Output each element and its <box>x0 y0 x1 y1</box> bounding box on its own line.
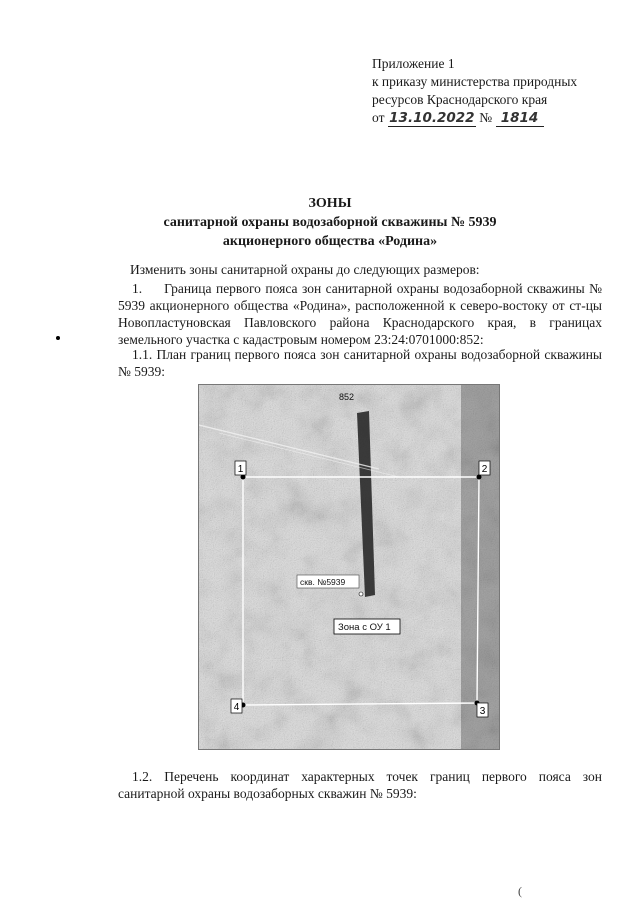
point-label-3: 3 <box>479 706 486 717</box>
point-label-2: 2 <box>481 464 488 475</box>
point-label-4: 4 <box>233 702 240 713</box>
appendix-date-line <box>372 109 622 127</box>
order-number: 1814 <box>496 110 544 127</box>
map-image <box>199 385 499 749</box>
well-label: скв. №5939 <box>300 577 346 587</box>
title-line-2: санитарной охраны водозаборной скважины № 5939 <box>163 215 497 230</box>
appendix-order-line: к приказу министерства природных <box>372 74 578 89</box>
appendix-title: Приложение 1 <box>372 56 455 71</box>
title-line-1: ЗОНЫ <box>308 196 352 211</box>
appendix-block <box>372 55 622 127</box>
paragraph-1-text: Граница первого пояса зон санитарной охраны водозаборной скважины № 5939 акционерного общества «Родина», расположенной к северо-востоку от ст-цы Новопластуновская Павловского района Краснодарского края, в границах земельного участка с кадастровым номером 23:24:0701000:852: <box>118 281 602 347</box>
boundary-map <box>198 384 500 750</box>
paragraph-1 <box>118 280 602 348</box>
paragraph-1-1 <box>118 346 602 380</box>
well-marker <box>359 592 363 596</box>
number-prefix: № <box>479 110 493 125</box>
paragraph-1-1-text: 1.1. План границ первого пояса зон санитарной охраны водозаборной скважины № 5939: <box>118 347 602 379</box>
title-line-3: акционерного общества «Родина» <box>222 234 438 249</box>
intro-paragraph: Изменить зоны санитарной охраны до следующих размеров: <box>130 262 480 277</box>
order-date: 13.10.2022 <box>389 110 475 126</box>
date-prefix: от <box>372 110 385 125</box>
parcel-label: 852 <box>339 392 355 402</box>
appendix-ministry-line: ресурсов Краснодарского края <box>372 92 548 107</box>
point-label-1: 1 <box>237 464 244 475</box>
margin-dot <box>56 336 60 340</box>
page-mark: ( <box>518 884 522 898</box>
paragraph-1-2-text: 1.2. Перечень координат характерных точек границ первого пояса зон санитарной охраны водозаборных скважин № 5939: <box>118 769 602 801</box>
document-title <box>120 194 540 251</box>
paragraph-1-2 <box>118 768 602 802</box>
paragraph-1-number: 1. <box>132 281 143 296</box>
zone-label: Зона с ОУ 1 <box>338 622 391 633</box>
